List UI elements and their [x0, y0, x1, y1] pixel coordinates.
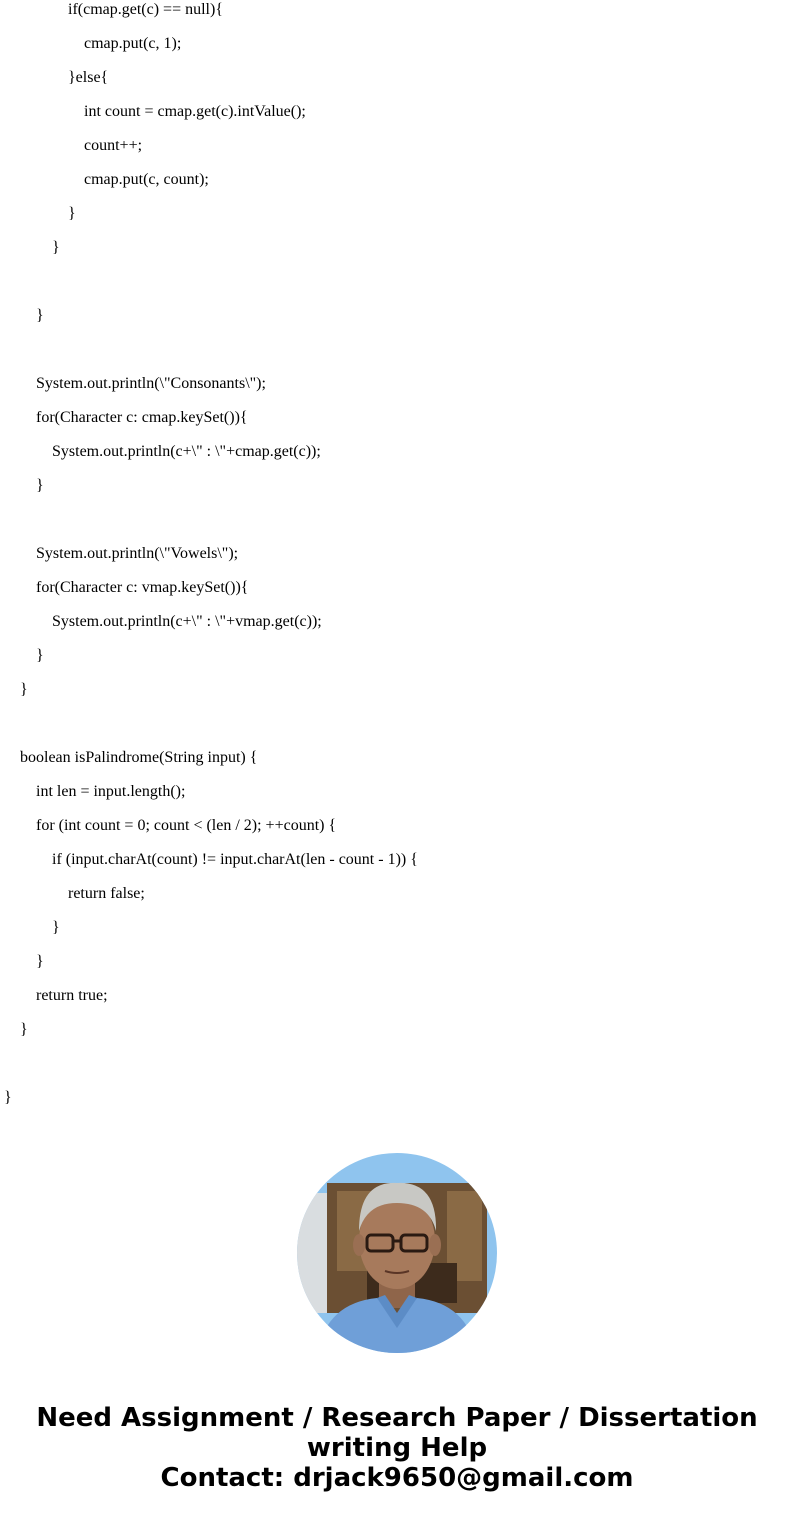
code-line: } [20, 1021, 28, 1038]
code-line: } [36, 647, 44, 664]
code-line: } [52, 239, 60, 256]
code-line: }else{ [68, 69, 109, 86]
code-line: for (int count = 0; count < (len / 2); ++count) { [36, 817, 337, 834]
code-line: int count = cmap.get(c).intValue(); [84, 103, 306, 120]
code-line: for(Character c: vmap.keySet()){ [36, 579, 249, 596]
avatar [297, 1153, 497, 1353]
footer-subline: writing Help [306, 1433, 488, 1463]
code-line: if(cmap.get(c) == null){ [68, 1, 223, 18]
code-line: for(Character c: cmap.keySet()){ [36, 409, 248, 426]
avatar-photo-icon [297, 1153, 497, 1353]
code-line: System.out.println(\"Consonants\"); [36, 375, 266, 392]
code-line: } [20, 681, 28, 698]
code-line: } [36, 953, 44, 970]
code-line: boolean isPalindrome(String input) { [20, 749, 258, 766]
code-line: System.out.println(c+\" : \"+cmap.get(c)); [52, 443, 321, 460]
code-line: int len = input.length(); [36, 783, 186, 800]
code-line: } [52, 919, 60, 936]
code-line: cmap.put(c, count); [84, 171, 209, 188]
code-line: cmap.put(c, 1); [84, 35, 182, 52]
contact-footer [0, 1403, 794, 1493]
code-line: count++; [84, 137, 143, 154]
code-line: if (input.charAt(count) != input.charAt(len - count - 1)) { [52, 851, 418, 868]
code-line: System.out.println(\"Vowels\"); [36, 545, 239, 562]
code-line: } [68, 205, 76, 222]
footer-contact: Contact: drjack9650@gmail.com [160, 1463, 634, 1493]
code-line: } [4, 1089, 12, 1106]
code-line: return false; [68, 885, 145, 902]
code-line: } [36, 477, 44, 494]
code-line: System.out.println(c+\" : \"+vmap.get(c)); [52, 613, 322, 630]
footer-headline: Need Assignment / Research Paper / Dissertation [36, 1403, 758, 1433]
code-line: } [36, 307, 44, 324]
code-line: return true; [36, 987, 108, 1004]
